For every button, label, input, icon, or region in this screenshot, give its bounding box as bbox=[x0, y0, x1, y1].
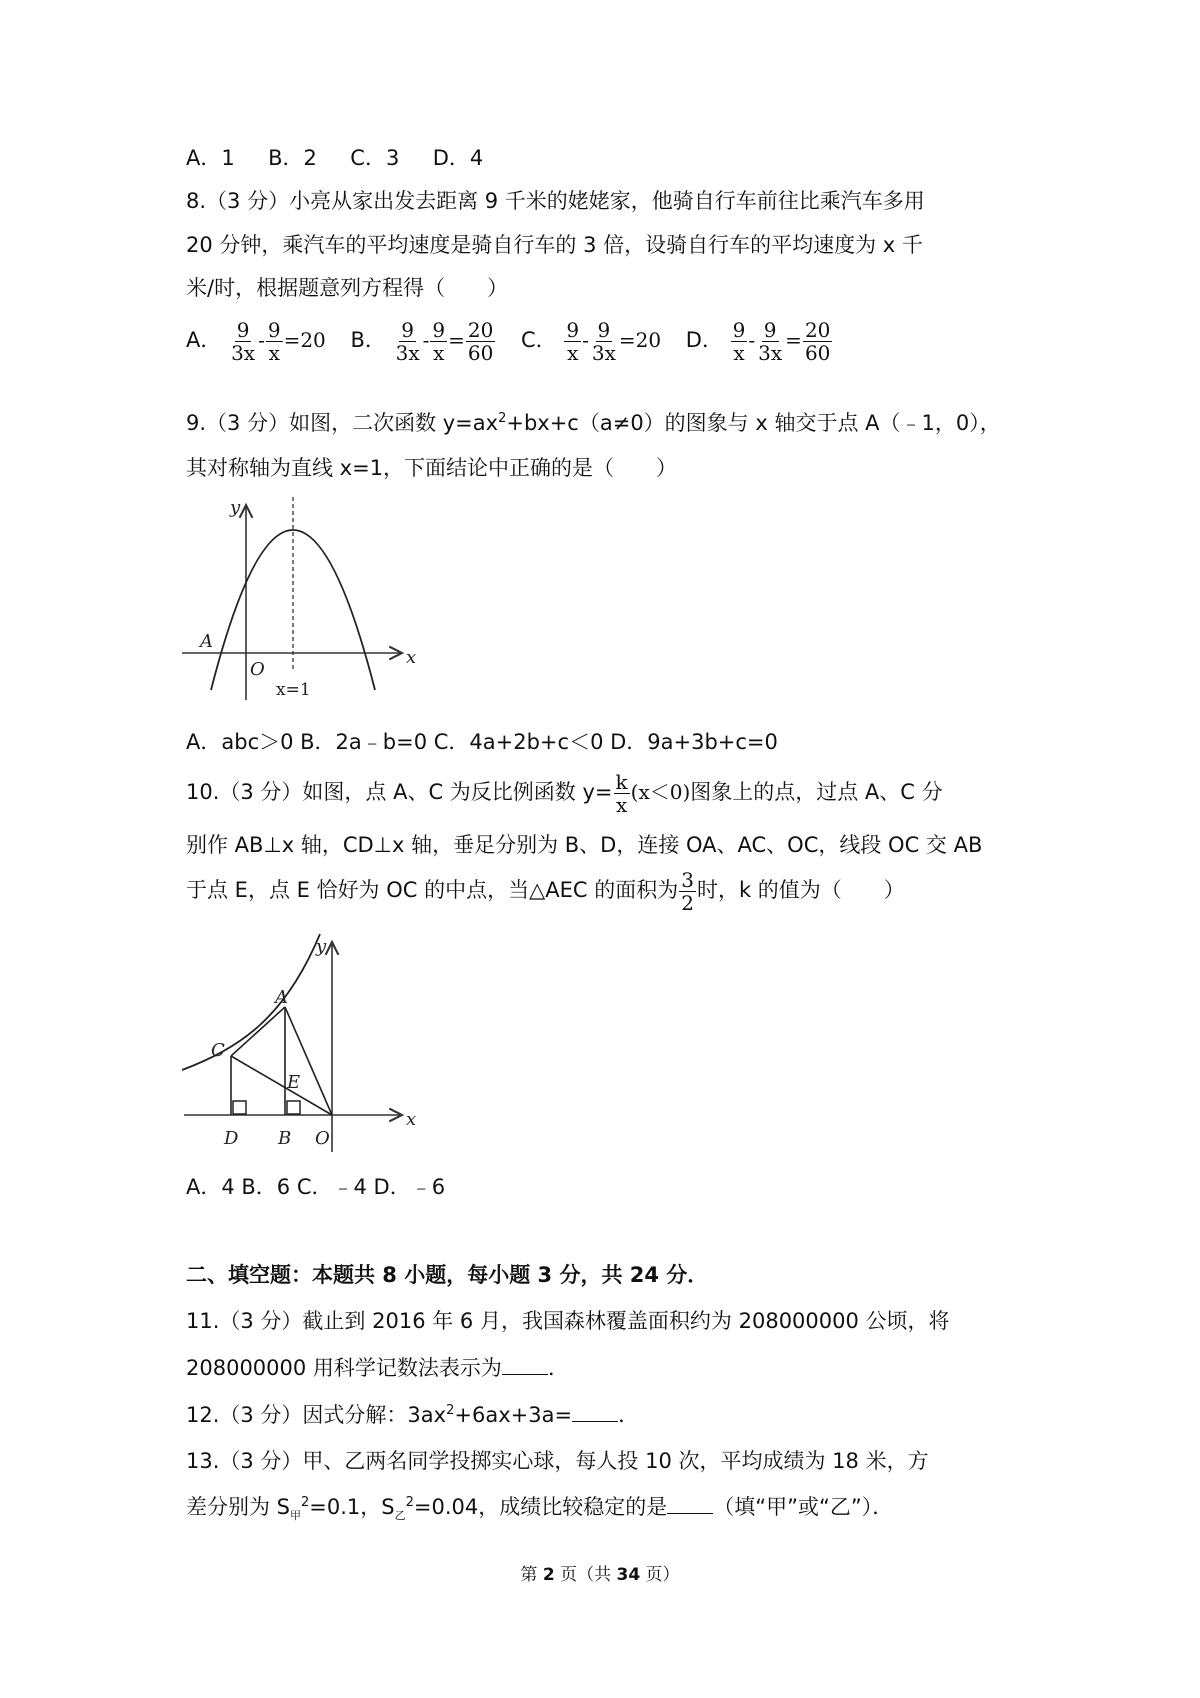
q7-option-c: C．3 bbox=[350, 146, 400, 170]
q13-line-2: 差分别为 $S_甲^2=0.1$，$S_乙^2=0.04$，成绩比较稳定的是 （填“甲”或“乙”）． bbox=[186, 1495, 894, 1523]
fraction-three-halves: $\frac{3}{2}$ bbox=[681, 867, 694, 915]
page-number: 2 bbox=[542, 1565, 555, 1585]
fraction: $\frac{9}{x}$ bbox=[566, 317, 580, 365]
point-e-label: E bbox=[287, 1072, 301, 1093]
y-label: y bbox=[316, 936, 327, 957]
q9-line-1: 9.（3 分）如图，二次函数 $y=ax^2+bx+c(a\ne 0)$的图象与 x 轴交于点 A（﹣1，0）， bbox=[186, 411, 1001, 435]
fraction: $\frac{9}{x}$ bbox=[432, 317, 446, 365]
q8-line-2: 20 分钟，乘汽车的平均速度是骑自行车的 3 倍，设骑自行车的平均速度为 x 千 bbox=[186, 233, 923, 257]
page-footer: 第 2 页（共 34 页） bbox=[520, 1565, 680, 1585]
segment-oa bbox=[285, 1007, 332, 1115]
fraction: $\frac{20}{60}$ bbox=[467, 317, 494, 365]
point-a-label: A bbox=[275, 987, 288, 1008]
parabola-figure bbox=[180, 495, 420, 710]
q8-option-c: C． $\frac{9}{x}$ - $\frac{9}{3x}$ =20 bbox=[521, 317, 662, 365]
q8-line-1: 8.（3 分）小亮从家出发去距离 9 千米的姥姥家，他骑自行车前往比乘汽车多用 bbox=[186, 189, 925, 213]
origin-label: O bbox=[315, 1128, 330, 1149]
q11-line-2: 208000000 用科学记数法表示为 ． bbox=[186, 1356, 569, 1380]
point-d-label: D bbox=[224, 1128, 239, 1149]
right-angle-d bbox=[233, 1101, 246, 1114]
hyperbola-figure bbox=[180, 928, 420, 1158]
q7-options bbox=[186, 143, 483, 173]
q8-line-3: 米/时，根据题意列方程得（ ） bbox=[186, 276, 509, 300]
fraction: $\frac{9}{3x}$ bbox=[395, 317, 420, 365]
symmetry-axis-label: x=1 bbox=[276, 680, 311, 700]
q7-option-d: D．4 bbox=[432, 146, 484, 170]
fraction: $\frac{9}{3x}$ bbox=[231, 317, 256, 365]
hyperbola-curve bbox=[182, 934, 320, 1070]
y-label: y bbox=[230, 497, 241, 518]
q7-option-b: B．2 bbox=[268, 146, 317, 170]
right-angle-b bbox=[287, 1101, 300, 1114]
fraction: $\frac{9}{x}$ bbox=[732, 317, 746, 365]
fraction: $\frac{20}{60}$ bbox=[804, 317, 831, 365]
q10-line-1: 10.（3 分）如图，点 A、C 为反比例函数 y= $\frac{k}{x}$ (x＜0)图象上的点，过点 A、C 分 bbox=[186, 769, 943, 817]
answer-blank bbox=[502, 1354, 548, 1375]
point-b-label: B bbox=[278, 1128, 292, 1149]
q7-option-a: A．1 bbox=[186, 146, 235, 170]
q8-option-a: A． $\frac{9}{3x}$ - $\frac{9}{x}$ =20 bbox=[186, 317, 326, 365]
section-heading: 二、填空题：本题共 8 小题，每小题 3 分，共 24 分． bbox=[186, 1263, 709, 1287]
origin-label: O bbox=[250, 659, 265, 680]
q8-option-b: B． $\frac{9}{3x}$ - $\frac{9}{x}$ = $\frac{20}{60}$ bbox=[350, 317, 494, 365]
answer-blank bbox=[667, 1493, 713, 1514]
x-label: x bbox=[406, 647, 417, 668]
q10-options: A．4 B．6 C．﹣4 D．﹣6 bbox=[186, 1175, 446, 1199]
x-label: x bbox=[406, 1109, 417, 1130]
q13-line-1: 13.（3 分）甲、乙两名同学投掷实心球，每人投 10 次，平均成绩为 18 米，方 bbox=[186, 1449, 929, 1473]
answer-blank bbox=[572, 1401, 618, 1422]
segment-ac bbox=[231, 1007, 285, 1056]
fraction-k-over-x: $\frac{k}{x}$ bbox=[615, 769, 628, 817]
q10-line-2: 别作 AB⊥x 轴，CD⊥x 轴，垂足分别为 B、D，连接 OA、AC、OC，线段 OC 交 AB bbox=[186, 833, 983, 857]
fraction: $\frac{9}{3x}$ bbox=[758, 317, 783, 365]
q9-line-2: 其对称轴为直线 x=1，下面结论中正确的是（ ） bbox=[186, 456, 678, 480]
q9-options: A．abc＞0 B．2a﹣b=0 C．4a+2b+c＜0 D．9a+3b+c=0 bbox=[186, 730, 778, 754]
fraction: $\frac{9}{x}$ bbox=[267, 317, 281, 365]
point-a-label: A bbox=[200, 631, 213, 652]
q12-line: 12.（3 分）因式分解：$3ax^2+6ax+3a=$ ． bbox=[186, 1403, 640, 1427]
page-total: 34 bbox=[616, 1565, 641, 1585]
q8-options bbox=[186, 316, 833, 364]
fraction: $\frac{9}{3x}$ bbox=[591, 317, 616, 365]
q11-line-1: 11.（3 分）截止到 2016 年 6 月，我国森林覆盖面积约为 208000000 公顷，将 bbox=[186, 1309, 950, 1333]
point-c-label: C bbox=[211, 1040, 225, 1061]
q8-option-d: D． $\frac{9}{x}$ - $\frac{9}{3x}$ = $\frac{20}{60}$ bbox=[685, 317, 831, 365]
q10-line-3: 于点 E，点 E 恰好为 OC 的中点，当△AEC 的面积为 $\frac{3}{2}$ 时，k 的值为（ ） bbox=[186, 867, 905, 915]
